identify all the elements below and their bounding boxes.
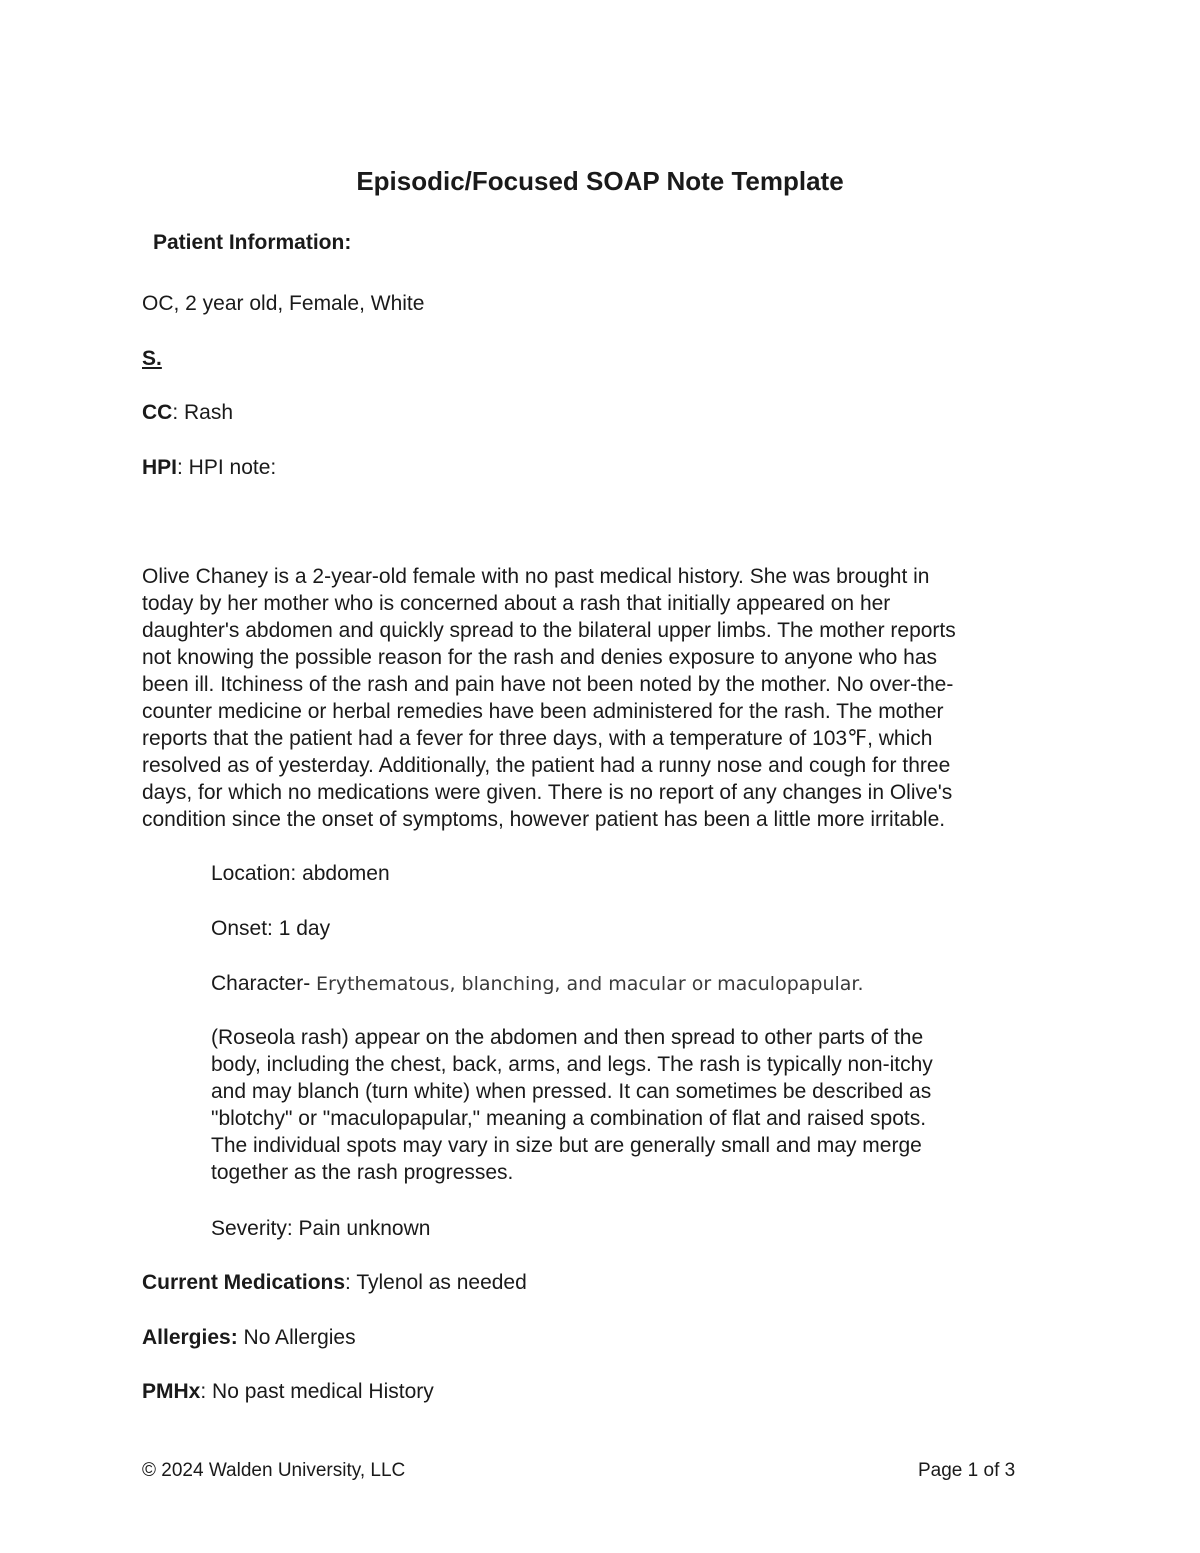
footer-copyright: © 2024 Walden University, LLC xyxy=(142,1460,406,1481)
document-title: Episodic/Focused SOAP Note Template xyxy=(356,166,844,196)
roseola-line: The individual spots may vary in size but are generally small and may merge xyxy=(211,1134,922,1157)
hpi-paragraph-line: not knowing the possible reason for the rash and denies exposure to anyone who has xyxy=(142,646,938,669)
chief-complaint xyxy=(142,399,233,426)
roseola-line: "blotchy" or "maculopapular," meaning a combination of flat and raised spots. xyxy=(211,1107,927,1130)
hpi-paragraph-line: daughter's abdomen and quickly spread to the bilateral upper limbs. The mother reports xyxy=(142,619,956,642)
patient-info-heading: Patient Information: xyxy=(153,231,352,254)
cc-label: CC xyxy=(142,401,173,424)
hpi-label: HPI xyxy=(142,456,178,479)
hpi-value: : HPI note: xyxy=(177,456,277,479)
character-value: Erythematous, blanching, and macular or maculopapular. xyxy=(316,973,864,995)
roseola-line: body, including the chest, back, arms, and legs. The rash is typically non-itchy xyxy=(211,1053,933,1076)
character-label: Character- xyxy=(211,972,317,995)
hpi-paragraph-line: counter medicine or herbal remedies have been administered for the rash. The mother xyxy=(142,700,944,723)
roseola-paragraph xyxy=(211,1024,1061,1186)
hpi-paragraph-line: reports that the patient had a fever for three days, with a temperature of 103℉, which xyxy=(142,727,933,750)
hpi-paragraph-line: been ill. Itchiness of the rash and pain have not been noted by the mother. No over-the- xyxy=(142,673,954,696)
roseola-line: together as the rash progresses. xyxy=(211,1161,514,1184)
patient-info-value: OC, 2 year old, Female, White xyxy=(142,292,425,315)
hpi-line xyxy=(142,454,276,481)
location-line: Location: abdomen xyxy=(211,862,390,885)
onset-line: Onset: 1 day xyxy=(211,917,331,940)
character-line xyxy=(211,970,864,998)
cc-value: : Rash xyxy=(172,401,234,424)
hpi-paragraph-line: resolved as of yesterday. Additionally, the patient had a runny nose and cough for three xyxy=(142,754,951,777)
meds-label: Current Medications xyxy=(142,1271,346,1294)
pmhx xyxy=(142,1378,434,1405)
hpi-paragraph-line: Olive Chaney is a 2-year-old female with no past medical history. She was brought in xyxy=(142,565,930,588)
meds-value: : Tylenol as needed xyxy=(345,1271,527,1294)
allergies-label: Allergies: xyxy=(142,1326,238,1349)
roseola-line: (Roseola rash) appear on the abdomen and then spread to other parts of the xyxy=(211,1026,924,1049)
severity-line: Severity: Pain unknown xyxy=(211,1217,431,1240)
allergies-value: No Allergies xyxy=(237,1326,356,1349)
hpi-paragraph xyxy=(142,563,1062,833)
footer-page-number: Page 1 of 3 xyxy=(918,1460,1016,1481)
hpi-paragraph-line: days, for which no medications were given. There is no report of any changes in Olive's xyxy=(142,781,953,804)
roseola-line: and may blanch (turn white) when pressed. It can sometimes be described as xyxy=(211,1080,932,1103)
subjective-heading: S. xyxy=(142,347,162,370)
pmhx-value: : No past medical History xyxy=(200,1380,434,1403)
pmhx-label: PMHx xyxy=(142,1380,201,1403)
hpi-paragraph-line: condition since the onset of symptoms, however patient has been a little more irritable. xyxy=(142,808,946,831)
hpi-paragraph-line: today by her mother who is concerned about a rash that initially appeared on her xyxy=(142,592,891,615)
current-medications xyxy=(142,1269,527,1296)
allergies xyxy=(142,1324,356,1351)
